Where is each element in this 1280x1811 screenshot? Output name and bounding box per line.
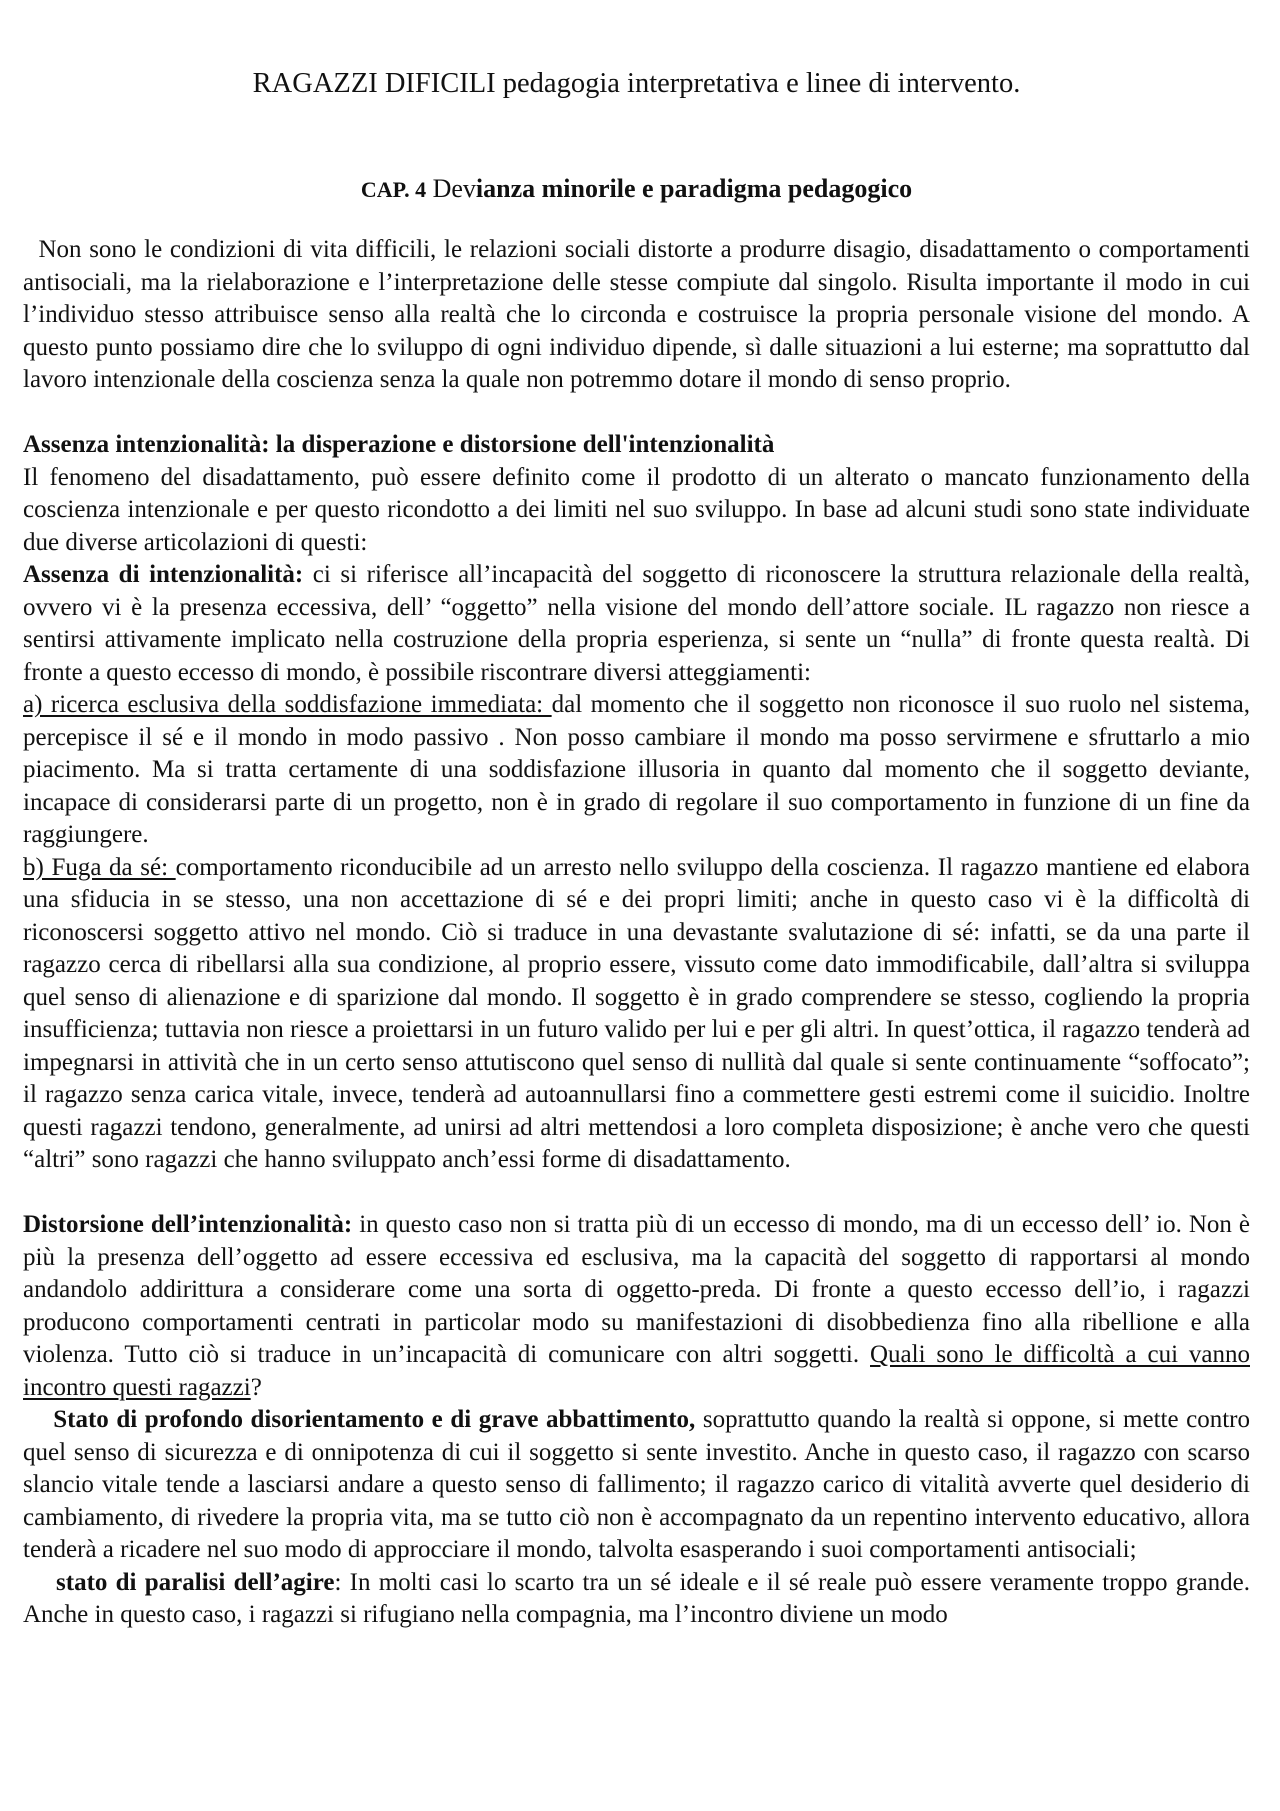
stato1-text: soprattutto quando la realtà si oppone, si mette contro quel senso di sicurezza e di onnipotenza di cui il soggetto si sente investito. Anche in questo caso, il ragazzo con scarso slancio vitale tende a lasciarsi andare a questo senso di fallimento; il ragazzo carico di vitalità avverte quel desiderio di cambiamento, di rivedere la propria vita, ma se tutto ciò non è accompagnato da un repentino intervento educativo, allora tenderà a ricadere nel suo modo di approcciare il mondo, talvolta esasperando i suoi comportamenti antisociali; (23, 1406, 1251, 1563)
item-b-paragraph (23, 852, 1250, 1177)
distorsione-paragraph (23, 1209, 1250, 1404)
chapter-heading (23, 172, 1250, 207)
distorsione-text: in questo caso non si tratta più di un eccesso di mondo, ma di un eccesso dell’ io. Non è più la presenza dell’oggetto ad essere eccessiva ed esclusiva, ma la capacità del soggetto di rapportarsi al mondo andandolo addirittura a considerare come una sorta di oggetto-preda. Di fronte a questo eccesso dell’io, i ragazzi producono comportamenti centrati in particolar modo su manifestazioni di disobbedienza fino alla ribellione e alla violenza. Tutto ciò si traduce in un’incapacità di comunicare con altri soggetti. (23, 1211, 1250, 1368)
paragraph-gap (23, 1177, 1250, 1210)
intro-text: Non sono le condizioni di vita difficili, le relazioni sociali distorte a produrre disagio, disadattamento o comportamenti antisociali, ma la rielaborazione e l’interpretazione delle stesse compiute dal singolo. Risulta importante il modo in cui l’individuo stesso attribuisce senso alla realtà che lo circonda e costruisce la propria personale visione del mondo. A questo punto possiamo dire che lo sviluppo di ogni individuo dipende, sì dalle situazioni a lui esterne; ma soprattutto dal lavoro intenzionale della coscienza senza la quale non potremmo dotare il mondo di senso proprio. (23, 236, 1251, 393)
stato2-label: stato di paralisi dell’agire (56, 1568, 335, 1596)
item-a-text: dal momento che il soggetto non riconosce il suo ruolo nel sistema, percepisce il sé e il mondo in modo passivo . Non posso cambiare il mondo ma posso servirmene e sfruttarlo a mio piacimento. Ma si tratta certamente di una soddisfazione illusoria in quanto dal momento che il soggetto deviante, incapace di considerarsi parte di un progetto, non è in grado di regolare il suo comportamento in funzione di un fine da raggiungere. (23, 691, 1250, 848)
section-heading-text: Assenza intenzionalità: la disperazione e distorsione dell'intenzionalità (23, 431, 775, 458)
section-paragraph: Il fenomeno del disadattamento, può essere definito come il prodotto di un alterato o mancato funzionamento della coscienza intenzionale e per questo ricondotto a dei limiti nel suo sviluppo. In base ad alcuni studi sono state individuate due diverse articolazioni di questi: (23, 463, 1250, 556)
distorsione-question: Quali sono le difficoltà a cui vanno incontro questi ragazzi (23, 1341, 1250, 1401)
item-b-text: comportamento riconducibile ad un arresto nello sviluppo della coscienza. Il ragazzo mantiene ed elabora una sfiducia in se stesso, una non accettazione di sé e dei propri limiti; anche in questo caso vi è la difficoltà di riconoscersi soggetto attivo nel mondo. Ciò si traduce in una devastante svalutazione di sé: infatti, se da una parte il ragazzo cerca di ribellarsi alla sua condizione, al proprio essere, vissuto come dato immodificabile, dall’altra si sviluppa quel senso di alienazione e di sparizione dal mondo. Il soggetto è in grado comprendere se stesso, cogliendo la propria insufficienza; tuttavia non riesce a proiettarsi in un futuro valido per lui e per gli altri. In quest’ottica, il ragazzo tenderà ad impegnarsi in attività che in un certo senso attutiscono quel senso di nullità dal quale si sente continuamente “soffocato”; il ragazzo senza carica vitale, invece, tenderà ad autoannullarsi fino a commettere gesti estremi come il suicidio. Inoltre questi ragazzi tendono, generalmente, ad unirsi ad altri mettendosi a loro completa disposizione; è anche vero che questi “altri” sono ragazzi che hanno sviluppato anch’essi forme di disadattamento. (23, 853, 1250, 1173)
paragraph-gap (23, 397, 1250, 430)
chapter-number: CAP. 4 (360, 177, 427, 202)
intro-paragraph (23, 234, 1250, 397)
assenza-paragraph (23, 559, 1250, 689)
assenza-text: ci si riferisce all’incapacità del soggetto di riconoscere la struttura relazionale della realtà, ovvero vi è la presenza eccessiva, dell’ “oggetto” nella visione del mondo dell’attore sociale. IL ragazzo non riesce a sentirsi attivamente implicato nella costruzione della propria esperienza, si sente un “nulla” di fronte questa realtà. Di fronte a questo eccesso di mondo, è possibile riscontrare diversi atteggiamenti: (23, 561, 1250, 686)
item-a-paragraph (23, 689, 1250, 852)
stato1-paragraph (23, 1404, 1250, 1567)
distorsione-label: Distorsione dell’intenzionalità: (23, 1211, 353, 1238)
stato1-label: Stato di profondo disorientamento e di grave abbattimento, (53, 1406, 696, 1433)
item-a-label: a) ricerca esclusiva della soddisfazione immediata: (23, 691, 552, 718)
distorsione-question-mark: ? (250, 1373, 262, 1401)
stato2-text: : In molti casi lo scarto tra un sé ideale e il sé reale può essere veramente troppo grande. Anche in questo caso, i ragazzi si rifugiano nella compagnia, ma l’incontro diviene un modo (23, 1568, 1250, 1628)
item-b-label: b) Fuga da sé: (23, 853, 176, 881)
stato2-paragraph (23, 1567, 1250, 1632)
document-title: RAGAZZI DIFICILI pedagogia interpretativa e linee di intervento. (252, 68, 1021, 99)
section-heading (23, 429, 1250, 462)
chapter-title: ianza minorile e paradigma pedagogico (475, 174, 913, 203)
chapter-title-prefix: Dev (432, 174, 476, 203)
assenza-label: Assenza di intenzionalità: (23, 561, 304, 588)
document-body (23, 234, 1250, 1632)
